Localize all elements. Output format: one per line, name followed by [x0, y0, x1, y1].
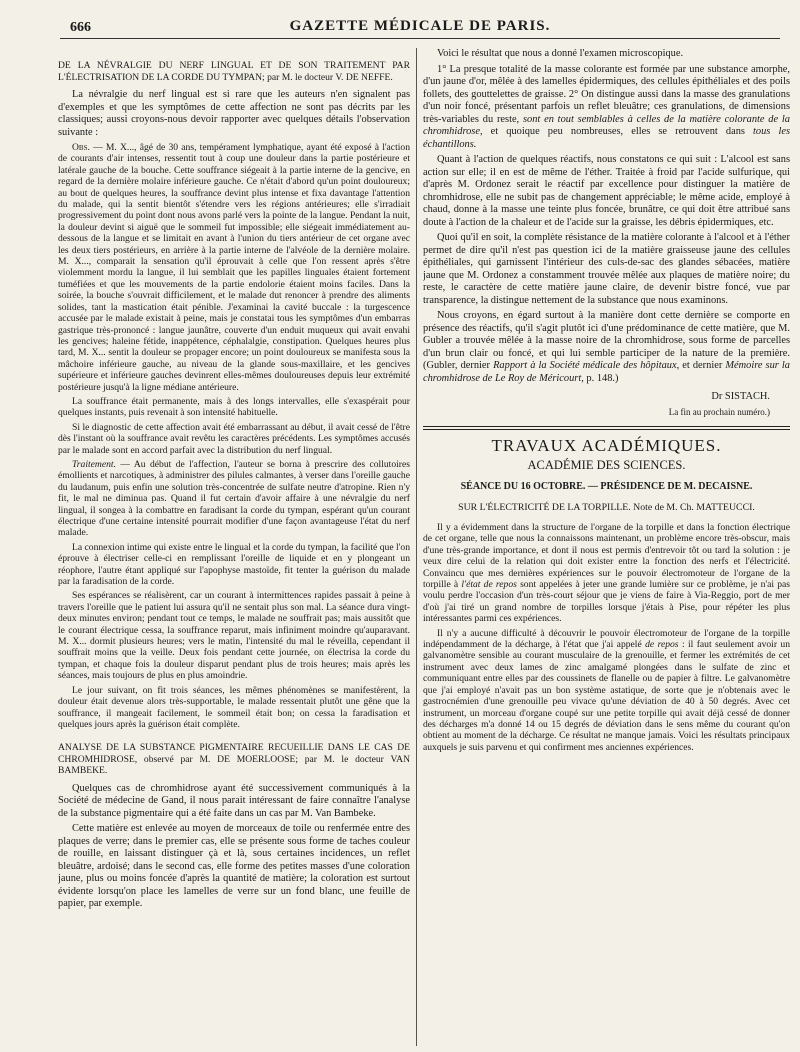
treatment-label: Traitement. [72, 458, 116, 470]
text-run: sont appelées à jeter une grande lumière sur ce problème, je n'ai pas voulu perdre l'occasion d'un très-court séjour que je viens de faire à Via-Reggio, port de mer d'où j'ai tiré un grand nombre de torpilles lorsque j'étais à Pise, pour répéter les plus intéressantes parmi ces expériences. [423, 579, 790, 625]
obs-label: Obs. [72, 142, 90, 153]
page-header [60, 12, 780, 39]
journal-title: GAZETTE MÉDICALE DE PARIS. [289, 18, 551, 34]
paragraph: Quant à l'action de quelques réactifs, nous constatons ce qui suit : L'alcool est sans action sur elle; il en est de même de l'éther. Traitée à froid par l'acide sulfurique, qui d'après M. Ordonez serait le réactif par excellence pour distinguer la matière de chromhidrose, elle ne subit pas de changement appréciable; le même acide, employé à chaud, donne à la masse une teinte plus foncée, brunâtre, ce qui doit être attribué sans doute à l'action de la chaleur et de l'acide sur la graisse, les débris épidermiques, etc. [423, 154, 790, 228]
signature: Dr SISTACH. [711, 391, 770, 402]
italic-run: tous les échantillons. [423, 126, 790, 150]
paragraph: Quelques cas de chromhidrose ayant été successivement communiqués à la Société de médecine de Gand, il nous parait intéressant de faire connaître l'analyse de la substance pigmentaire qui a été faite dans un cas par M. Van Bambeke. [58, 782, 410, 819]
paragraph: Voici le résultat que nous a donné l'examen microscopique. [437, 48, 684, 59]
paragraph: La souffrance était permanente, mais à des longs intervalles, elle s'exaspérait pour quelques instants, puis revenait à son intensité habituelle. [58, 395, 410, 419]
paragraph: Si le diagnostic de cette affection avait été embarrassant au début, il avait cessé de l'être dès l'instant où la souffrance avait revêtu les caractères précédents. Les symptômes accusés par le malade sont en accord parfait avec la distribution du nerf lingual. [58, 421, 410, 456]
text-run: Il y a évidemment dans la structure de l'organe de la torpille et dans la fonction électrique de cet organe, telle que nous la connaissons maintenant, un problème encore très-obscur, mais d'une très-grande importance, et dont il nous est permis d'entrevoir tôt ou tard la solution : je veux dire celui de la relation qui doit exister entre la fonction des nerfs et l'électricité. Convaincu que mes dernières expériences sur le pouvoir électromoteur de l'organe de la torpille à [423, 522, 790, 591]
text-run: , et quoique peu nombreuses, elles se retrouvent dans [479, 126, 754, 137]
article-title-chromhidrose: ANALYSE DE LA SUBSTANCE PIGMENTAIRE RECUEILLIE DANS LE CAS DE CHROMHIDROSE, observé par M. DE MOERLOOSE; par M. le docteur VAN BAMBEKE. [58, 742, 410, 777]
left-column [58, 48, 410, 1046]
italic-run: de repos [645, 639, 679, 651]
paragraph: Quoi qu'il en soit, la complète résistance de la matière colorante à l'alcool et à l'éther permet de dire qu'il n'est pas question ici de la matière graisseuse jaune des cellules épithéliales, qui garnissent l'intérieur des culs-de-sac des glandes sébacées, matière jaune que M. Ordonez a constamment trouvée mêlée aux plaques de matière noire; du reste, le caractère de cette matière jaune claire, de devenir bistre foncé, vue par transparence, la distingue nettement de la substance que nous examinons. [423, 232, 790, 306]
text-run: Nous croyons, en égard surtout à la manière dont cette dernière se comporte en présence des réactifs, qu'il s'agit plutôt ici d'une prédominance de cette matière, que M. Gubler a trouvée mêlée à la masse noire de la chromhidrose, sous forme de parcelles d'un brun clair ou foncé, et qui lui semble participer de la nature de la première. (Gubler, dernier [423, 310, 790, 371]
session-heading: SÉANCE DU 16 OCTOBRE. — PRÉSIDENCE DE M. DECAISNE. [460, 481, 753, 492]
paragraph-microscopy [423, 64, 790, 152]
paragraph: Cette matière est enlevée au moyen de morceaux de toile ou renfermée entre des plaques de verre; dans le premier cas, elle se présente sous forme de taches couleur de rouille, en laissant distinguer çà et là, sous certaines incidences, un reflet bleuâtre, ardoisé; dans le second cas, elle forme des petites masses d'une coloration jaune, plus ou moins foncée d'après la quantité de matière; la coloration est surtout évidente lorsqu'on place les lamelles de verre sur un fond blanc, une feuille de papier, par exemple. [58, 823, 410, 910]
right-column [423, 48, 790, 1046]
text-run: 1° La presque totalité de la masse colorante est formée par une substance amorphe, d'un jaune d'or, mêlée à des lamelles épidermiques, des cellules épithéliales et des poils follets, des gouttelettes de graisse. 2° On distingue aussi dans la masse des granulations d'un noir foncé, présentant parfois un reflet bleuâtre; ces granulations, de dimensions très-variables du reste, [423, 63, 790, 125]
text-run: , et dernier [676, 360, 726, 371]
text-run: , p. 148.) [581, 372, 619, 384]
paragraph: Le jour suivant, on fit trois séances, les mêmes phénomènes se manifestèrent, la douleur était devenue alors très-supportable, le malade ressentait plutôt une gêne que la souffrance, il mangeait facilement, le sommeil était bon; on cessa la faradisation et quelques jours après la guérison était complète. [58, 684, 410, 730]
text-run: : il faut seulement avoir un galvanomètre sensible au courant musculaire de la grenouille, et fermer les extrémités de cet instrument avec deux lames de zinc amalgamé plongées dans le sulfate de zinc et communiquant entre elles par des coussinets de flanelle ou de papier à filtre. Le galvanomètre que j'ai employé n'avait pas un bon système astatique, de sorte que je n'obtenais avec le gastrocnémien d'une grenouille peu vivace qu'une déviation de 40 à 50 degrés. Avec cet instrument, un morceau d'organe coupé sur une petite torpille qui avait déjà cessé de donner des décharges m'a donné 14 ou 15 degrés de déviation dans le sens même du courant qu'on obtient au moment de la décharge. Ce résultat ne manque jamais. Voici les résultats principaux auxquels je suis parvenu et qui confirment mes anciennes expériences. [423, 639, 790, 753]
treatment-text: — Au début de l'affection, l'auteur se borna à prescrire des collutoires émollients et narcotiques, à administrer des pilules calmantes, à verser dans l'oreille gauche du laudanum, puis enfin une solution très-concentrée de sulfate neutre d'atropine. Rien n'y fit, le mal ne diminua pas. Quand il fut certain d'avoir affaire à une névralgie du nerf lingual, il songea à la combattre en faradisant la corde du tympan, espérant qu'un courant électrique d'une certaine intensité pourrait modifier d'une façon avantageuse l'état du nerf malade. [58, 458, 410, 539]
column-divider [416, 48, 417, 1046]
paragraph: La connexion intime qui existe entre le lingual et la corde du tympan, la facilité que l'on éprouve à électriser celle-ci en remplissant l'oreille de liquide et en y plongeant un réophore, l'autre étant appliqué sur l'apophyse mastoïde, fit tenter la guérison du malade par la faradisation de la corde. [58, 541, 410, 588]
page-number: 666 [70, 20, 91, 35]
italic-run: Rapport à la Société médicale des hôpitaux [493, 360, 677, 371]
italic-run: Mémoire sur la chromhidrose de Le Roy de Méricourt [423, 360, 790, 384]
obs-text: — M. X..., âgé de 30 ans, tempérament lymphatique, ayant été exposé à l'action de courants d'air intenses, ressentit tout à coup une douleur dans la partie postérieure et latérale gauche de la bouche. Cette souffrance siégeait à la partie interne de la gencive, en regard de la dernière molaire inférieure gauche. Ce n'était d'abord qu'un point douloureux; au bout de quelques heures, la souffrance devint plus intense et fixa davantage l'attention du malade, qui la sentit bientôt s'étendre vers les régions antérieures; elle s'irradiait progressivement du point dont nous avons parlé vers la pointe de la langue. Pendant la nuit, la douleur devint si aiguë que le sommeil fut impossible; elle siégeait immédiatement au-dessous de la langue et se limitait en avant à l'union du tiers antérieur de cet organe avec les deux tiers postérieurs, en arrière à la partie interne de l'alvéole de la dernière molaire. M. X..., comparait la sensation qu'il éprouvait à celle que l'on ressent après s'être violemment mordu la langue, il lui semblait que les papilles linguales étaient fortement tuméfiées et que les mouvements de la partie endolorie étaient moins faciles. Dans la soirée, la bouche s'ouvrait difficilement, et le malade dut renoncer à prendre des aliments solides, tant la mastication était pénible. J'examinai la cavité buccale : la turgescence accusée par le malade existait à peine, mais je constatai tous les symptômes d'un embarras gastrique très-prononcé : langue jaunâtre, couverte d'un enduit muqueux qui avait envahi les gencives; haleine fétide, inappétence, céphalalgie, constipation. Quelques heures plus tard, M. X... sentit la douleur se propager encore; un point douloureux se manifesta sous la mâchoire inférieure gauche, au niveau de la glande sous-maxillaire, et les gencives supérieure et inférieure gauches devinrent elles-mêmes douloureuses depuis leur extrémité postérieure jusqu'à la ligne médiane antérieure. [58, 142, 410, 393]
note-title: SUR L'ÉLECTRICITÉ DE LA TORPILLE. Note de M. Ch. MATTEUCCI. [458, 501, 755, 513]
paragraph-torpille-1 [423, 522, 790, 625]
paragraph-torpille-2 [423, 628, 790, 753]
italic-run: sont en tout semblables à celles de la matière colorante de la chromhidrose [423, 113, 790, 137]
italic-run: l'état de repos [461, 579, 517, 591]
section-divider [423, 426, 790, 430]
text-run: Il n'y a aucune difficulté à découvrir le pouvoir électromoteur de l'organe de la torpille indépendamment de la décharge, à l'état que j'ai appelé [423, 627, 790, 651]
observation-paragraph [58, 142, 410, 393]
paragraph: Ses espérances se réalisèrent, car un courant à intermittences rapides passait à peine à travers l'oreille que le patient lui assura qu'il ne sentait plus son mal. La séance dura vingt-deux minutes environ; pendant tout ce temps, le malade ne souffrait pas; mais aussitôt que le courant électrique cessa, la souffrance reparut, mais infiniment moindre qu'auparavant. M. X... dormit plusieurs heures; vers le matin, l'intensité du mal le réveilla, cependant il souffrait moins que la veille. Deux fois pendant cette journée, on électrisa la corde du tympan, et chaque fois la douleur disparut pendant plus de trois heures; mais après les séances, mais toujours de plus en plus amoindrie. [58, 590, 410, 682]
paragraph: La névralgie du nerf lingual est si rare que les auteurs n'en signalent pas d'exemples et que les symptômes de cette affection ne sont pas décrits par les classiques; aussi croyons-nous devoir rapporter avec quelques détails l'observation suivante : [58, 89, 410, 138]
article-title-nevralgie: DE LA NÉVRALGIE DU NERF LINGUAL ET DE SON TRAITEMENT PAR L'ÉLECTRISATION DE LA CORDE DU TYMPAN; par M. le docteur V. DE NEFFE. [58, 60, 410, 83]
paragraph-gubler [423, 310, 790, 385]
section-title: TRAVAUX ACADÉMIQUES. [491, 436, 722, 455]
section-subtitle: ACADÉMIE DES SCIENCES. [527, 457, 686, 472]
to-be-continued: La fin au prochain numéro.) [668, 406, 770, 417]
treatment-paragraph [58, 459, 410, 539]
